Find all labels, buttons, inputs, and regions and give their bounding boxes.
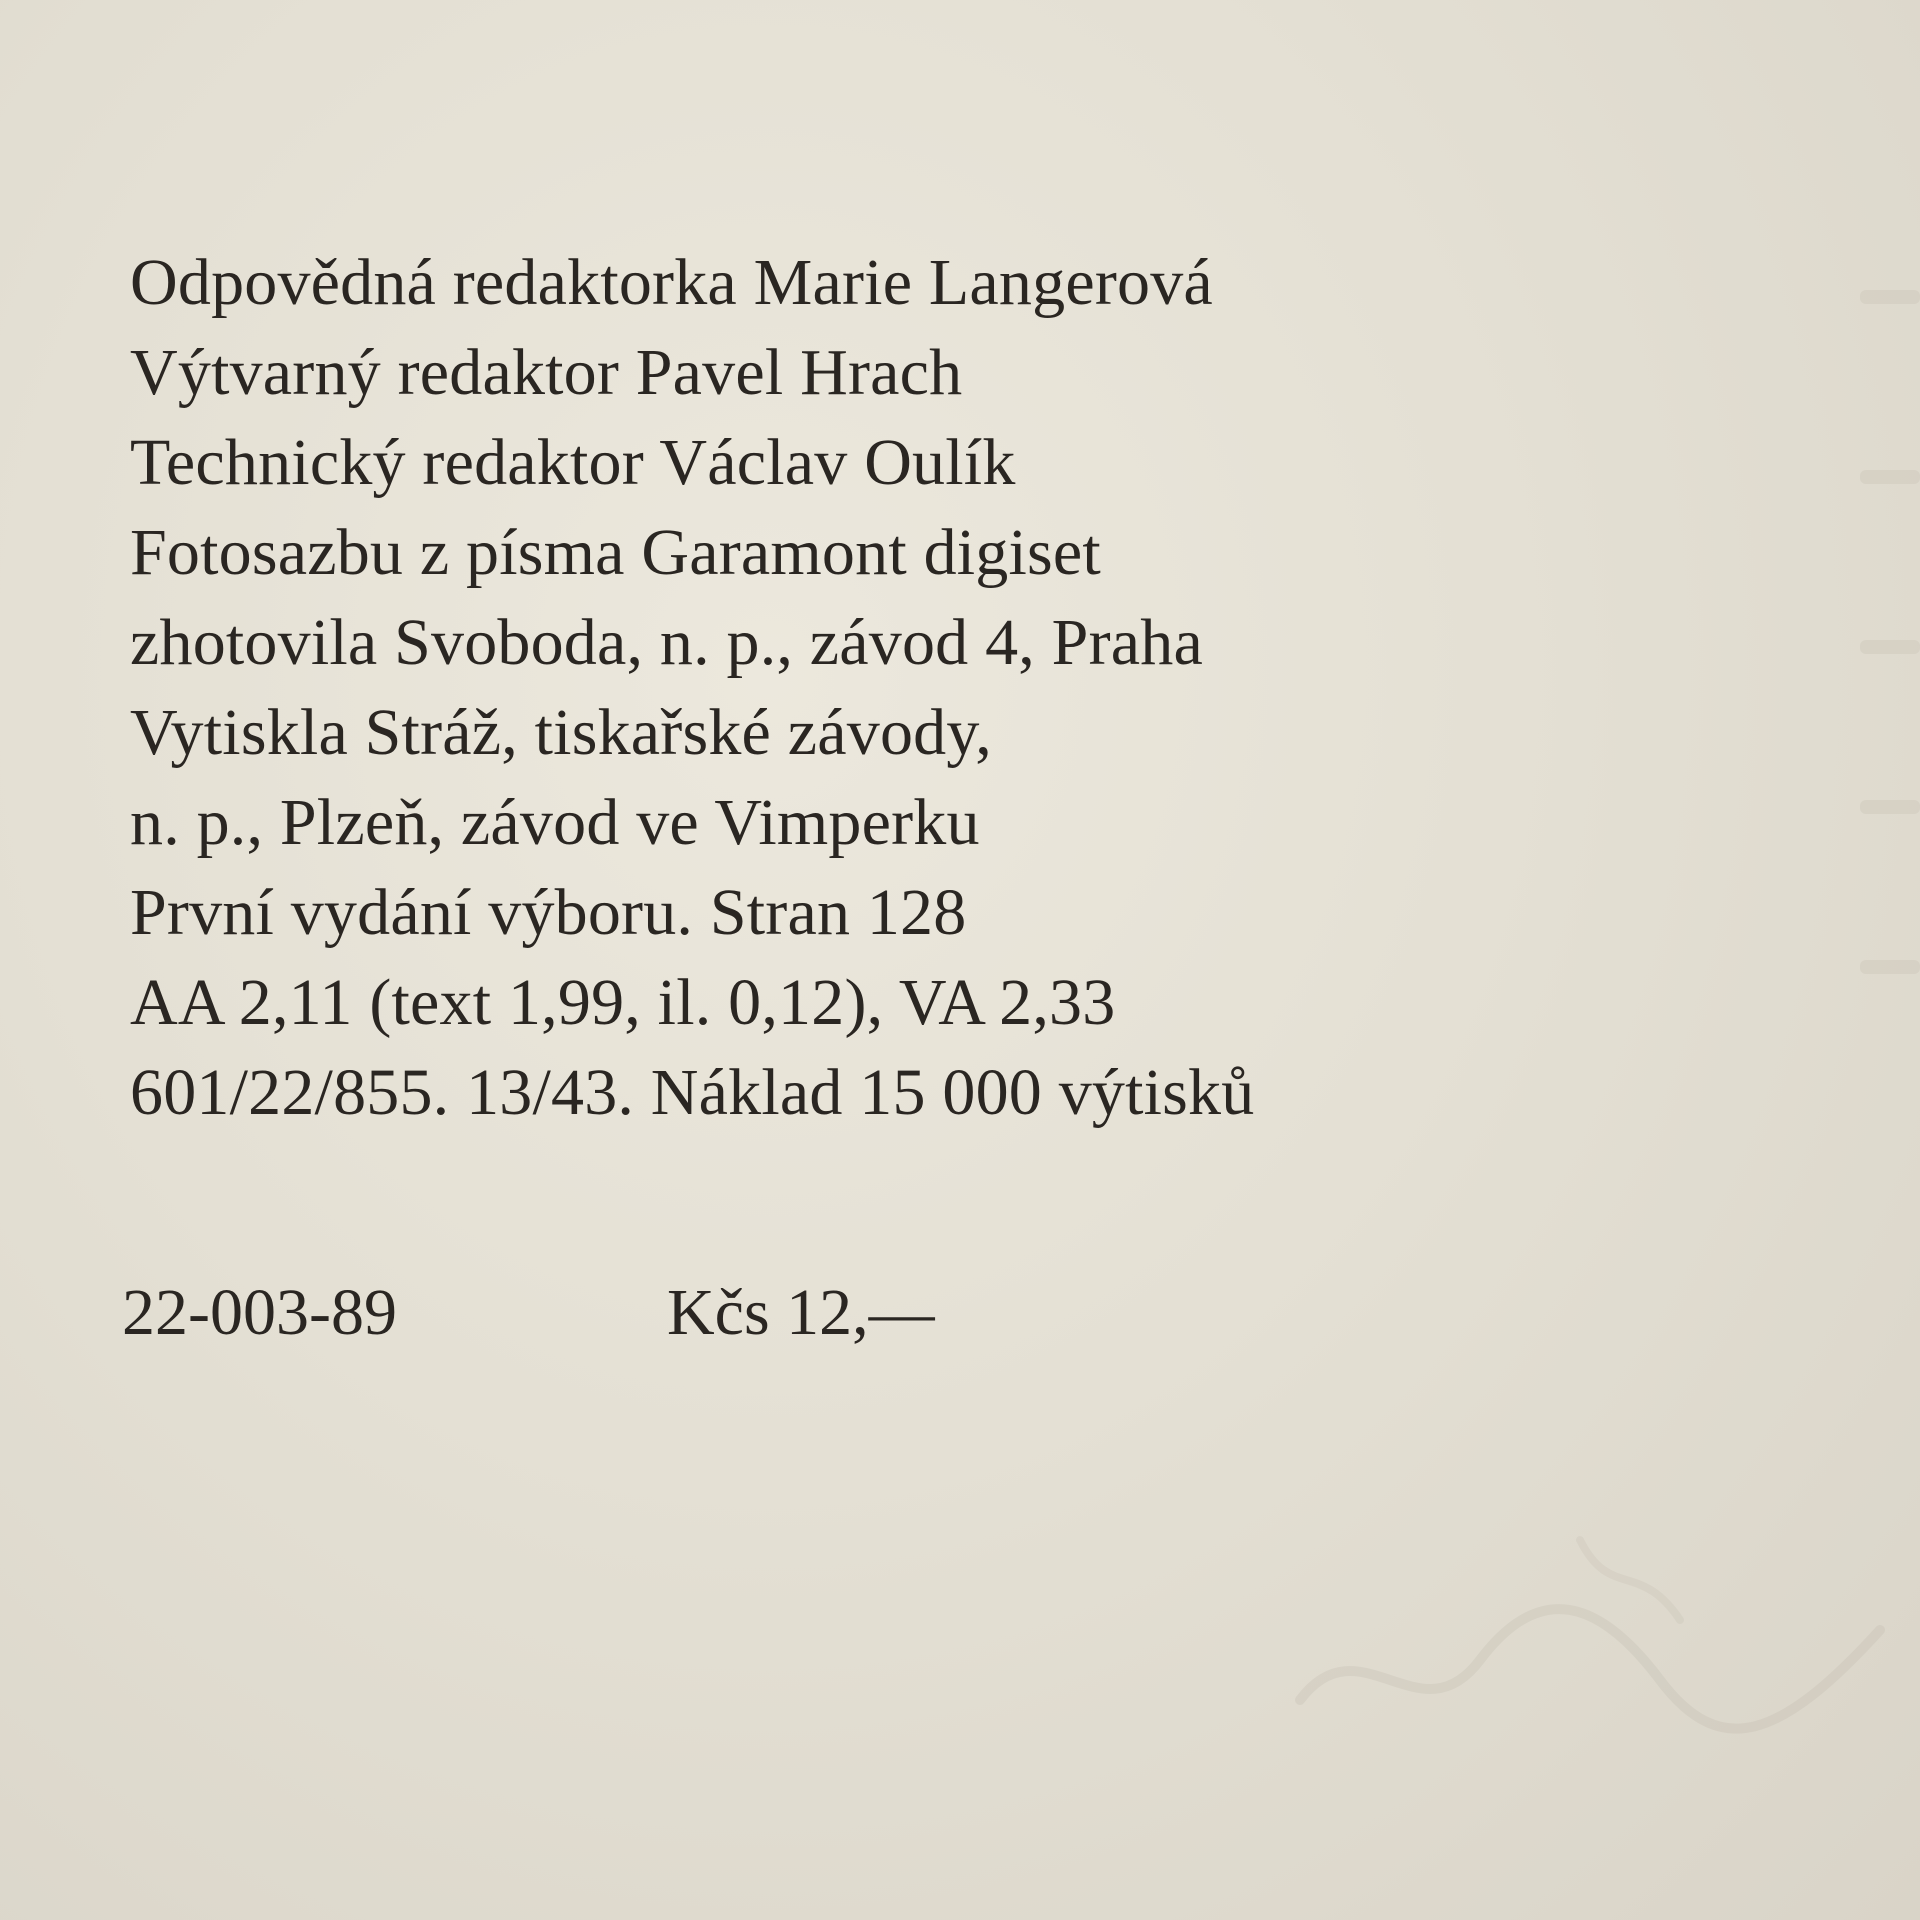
catalog-code: 22-003-89 [122,1276,397,1349]
colophon-line: n. p., Plzeň, závod ve Vimperku [130,786,980,859]
bleed-through-mark [1860,640,1920,654]
colophon-line: zhotovila Svoboda, n. p., závod 4, Praha [130,606,1203,679]
colophon-line: AA 2,11 (text 1,99, il. 0,12), VA 2,33 [130,966,1116,1039]
price: Kčs 12,— [667,1276,935,1349]
colophon-line: První vydání výboru. Stran 128 [130,876,967,949]
colophon-line: 601/22/855. 13/43. Náklad 15 000 výtisků [130,1056,1255,1129]
bleed-through-mark [1860,290,1920,304]
colophon-line: Vytiskla Stráž, tiskařské závody, [130,696,992,769]
bleed-through-mark [1860,800,1920,814]
bleed-through-mark [1860,960,1920,974]
ghost-handwriting-mark [1280,1480,1900,1780]
colophon-line: Technický redaktor Václav Oulík [130,426,1016,499]
colophon-block [130,238,1730,1138]
colophon-line: Fotosazbu z písma Garamont digiset [130,516,1101,589]
colophon-line: Odpovědná redaktorka Marie Langerová [130,246,1213,319]
colophon-footer [122,1268,935,1358]
colophon-line: Výtvarný redaktor Pavel Hrach [130,336,963,409]
bleed-through-mark [1860,470,1920,484]
